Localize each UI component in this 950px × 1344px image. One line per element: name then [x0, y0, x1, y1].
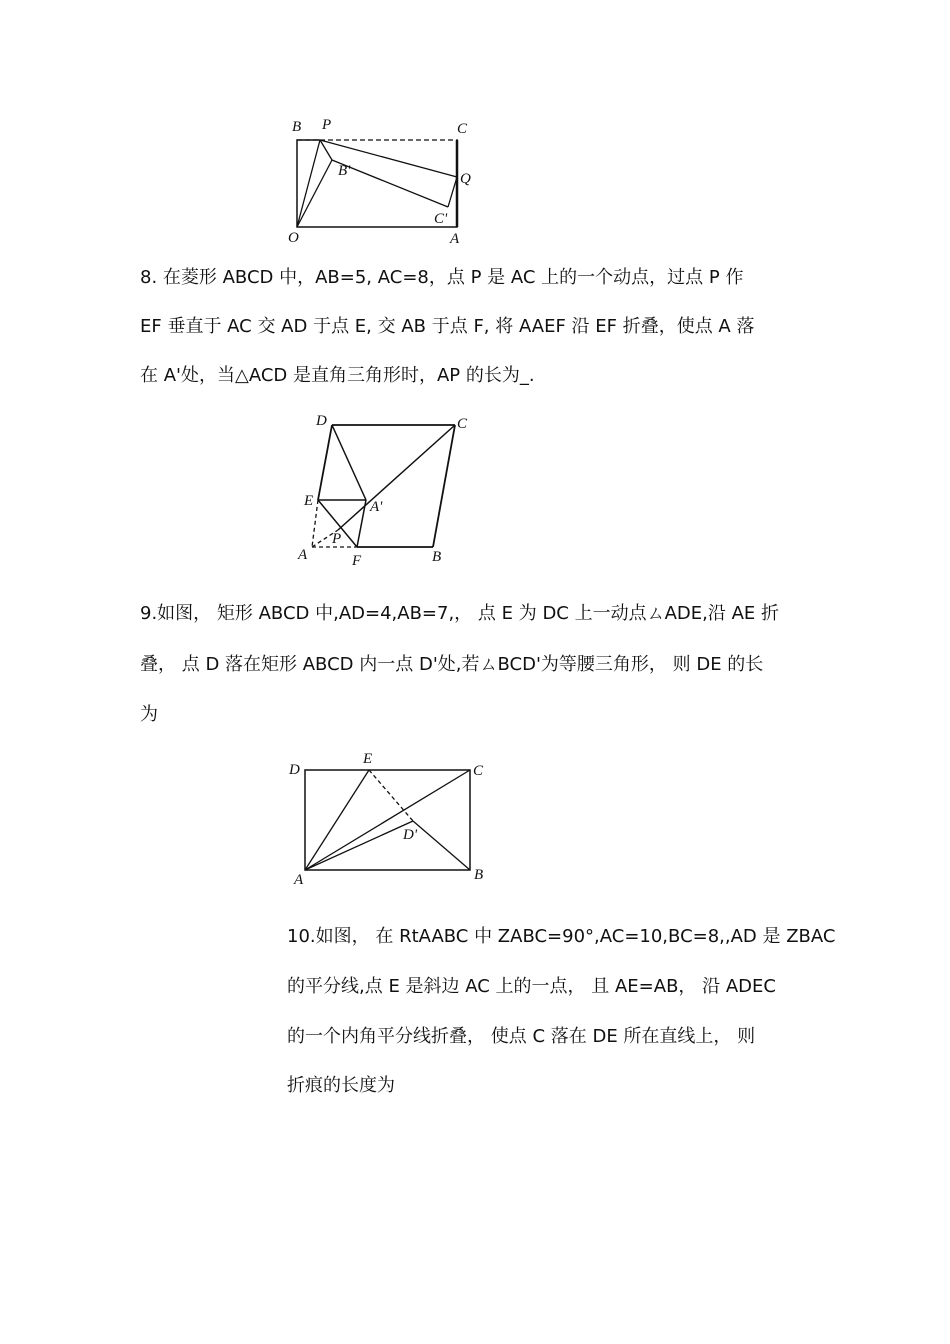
- label-a: A: [450, 231, 460, 247]
- label-a-prime: A': [370, 499, 383, 515]
- label-p: P: [332, 531, 342, 547]
- label-o: O: [288, 230, 299, 246]
- label-a: A: [298, 547, 308, 563]
- label-c: C: [457, 416, 468, 432]
- label-f: F: [352, 553, 362, 569]
- segment-da: [332, 425, 366, 500]
- rectangle-boac: [297, 140, 457, 227]
- problem-9-line-2: 叠， 点 D 落在矩形 ABCD 内一点 D'处,若ㄙBCD'为等腰三角形， 则 DE 的长: [140, 654, 764, 675]
- label-d: D: [289, 762, 300, 778]
- label-a: A: [294, 872, 304, 888]
- label-d-prime: D': [403, 827, 418, 843]
- label-b: B: [292, 119, 302, 135]
- label-b: B: [432, 549, 442, 565]
- segment-cb: [433, 425, 455, 547]
- problem-10-line-3: 的一个内角平分线折叠， 使点 C 落在 DE 所在直线上， 则: [287, 1026, 756, 1047]
- problem-10-line-4: 折痕的长度为: [287, 1075, 395, 1096]
- label-c: C: [473, 763, 484, 779]
- label-b-prime: B': [338, 163, 351, 179]
- label-b: B: [474, 867, 484, 883]
- label-c: C: [457, 121, 468, 137]
- figure-rectangle-fold-de: [283, 745, 493, 890]
- label-c-prime: C': [434, 211, 448, 227]
- problem-10-line-1: 10.如图， 在 RtAABC 中 ZABC=90°,AC=10,BC=8,,AD 是 ZBAC: [287, 926, 836, 947]
- problem-10-line-2: 的平分线,点 E 是斜边 AC 上的一点， 且 AE=AB， 沿 ADEC: [287, 976, 776, 997]
- label-q: Q: [460, 171, 471, 187]
- segment-cq: [448, 177, 457, 207]
- segment-op: [297, 140, 320, 227]
- label-e: E: [304, 493, 314, 509]
- segment-ac: [305, 770, 470, 870]
- problem-9-line-3: 为: [140, 704, 158, 725]
- segment-ob: [297, 160, 332, 227]
- label-e: E: [363, 751, 373, 767]
- problem-8-line-1: 8. 在菱形 ABCD 中，AB=5, AC=8，点 P 是 AC 上的一个动点，过点 P 作: [140, 267, 744, 288]
- figure-rhombus-fold: [290, 405, 490, 570]
- problem-8-line-2: EF 垂直于 AC 交 AD 于点 E, 交 AB 于点 F, 将 AAEF 沿 EF 折叠，使点 A 落: [140, 316, 755, 337]
- segment-ed-prime-dashed: [369, 770, 413, 821]
- label-p: P: [322, 117, 332, 133]
- problem-9-line-1: 9.如图， 矩形 ABCD 中,AD=4,AB=7,， 点 E 为 DC 上一动点ㄙADE,沿 AE 折: [140, 603, 779, 624]
- segment-d-prime-b: [413, 821, 470, 870]
- segment-de: [318, 425, 332, 500]
- figure-fold-rectangle-pq: [280, 115, 480, 250]
- label-d: D: [316, 413, 327, 429]
- segment-af: [357, 500, 366, 547]
- problem-8-line-3: 在 A'处，当△ACD 是直角三角形时，AP 的长为_.: [140, 365, 535, 386]
